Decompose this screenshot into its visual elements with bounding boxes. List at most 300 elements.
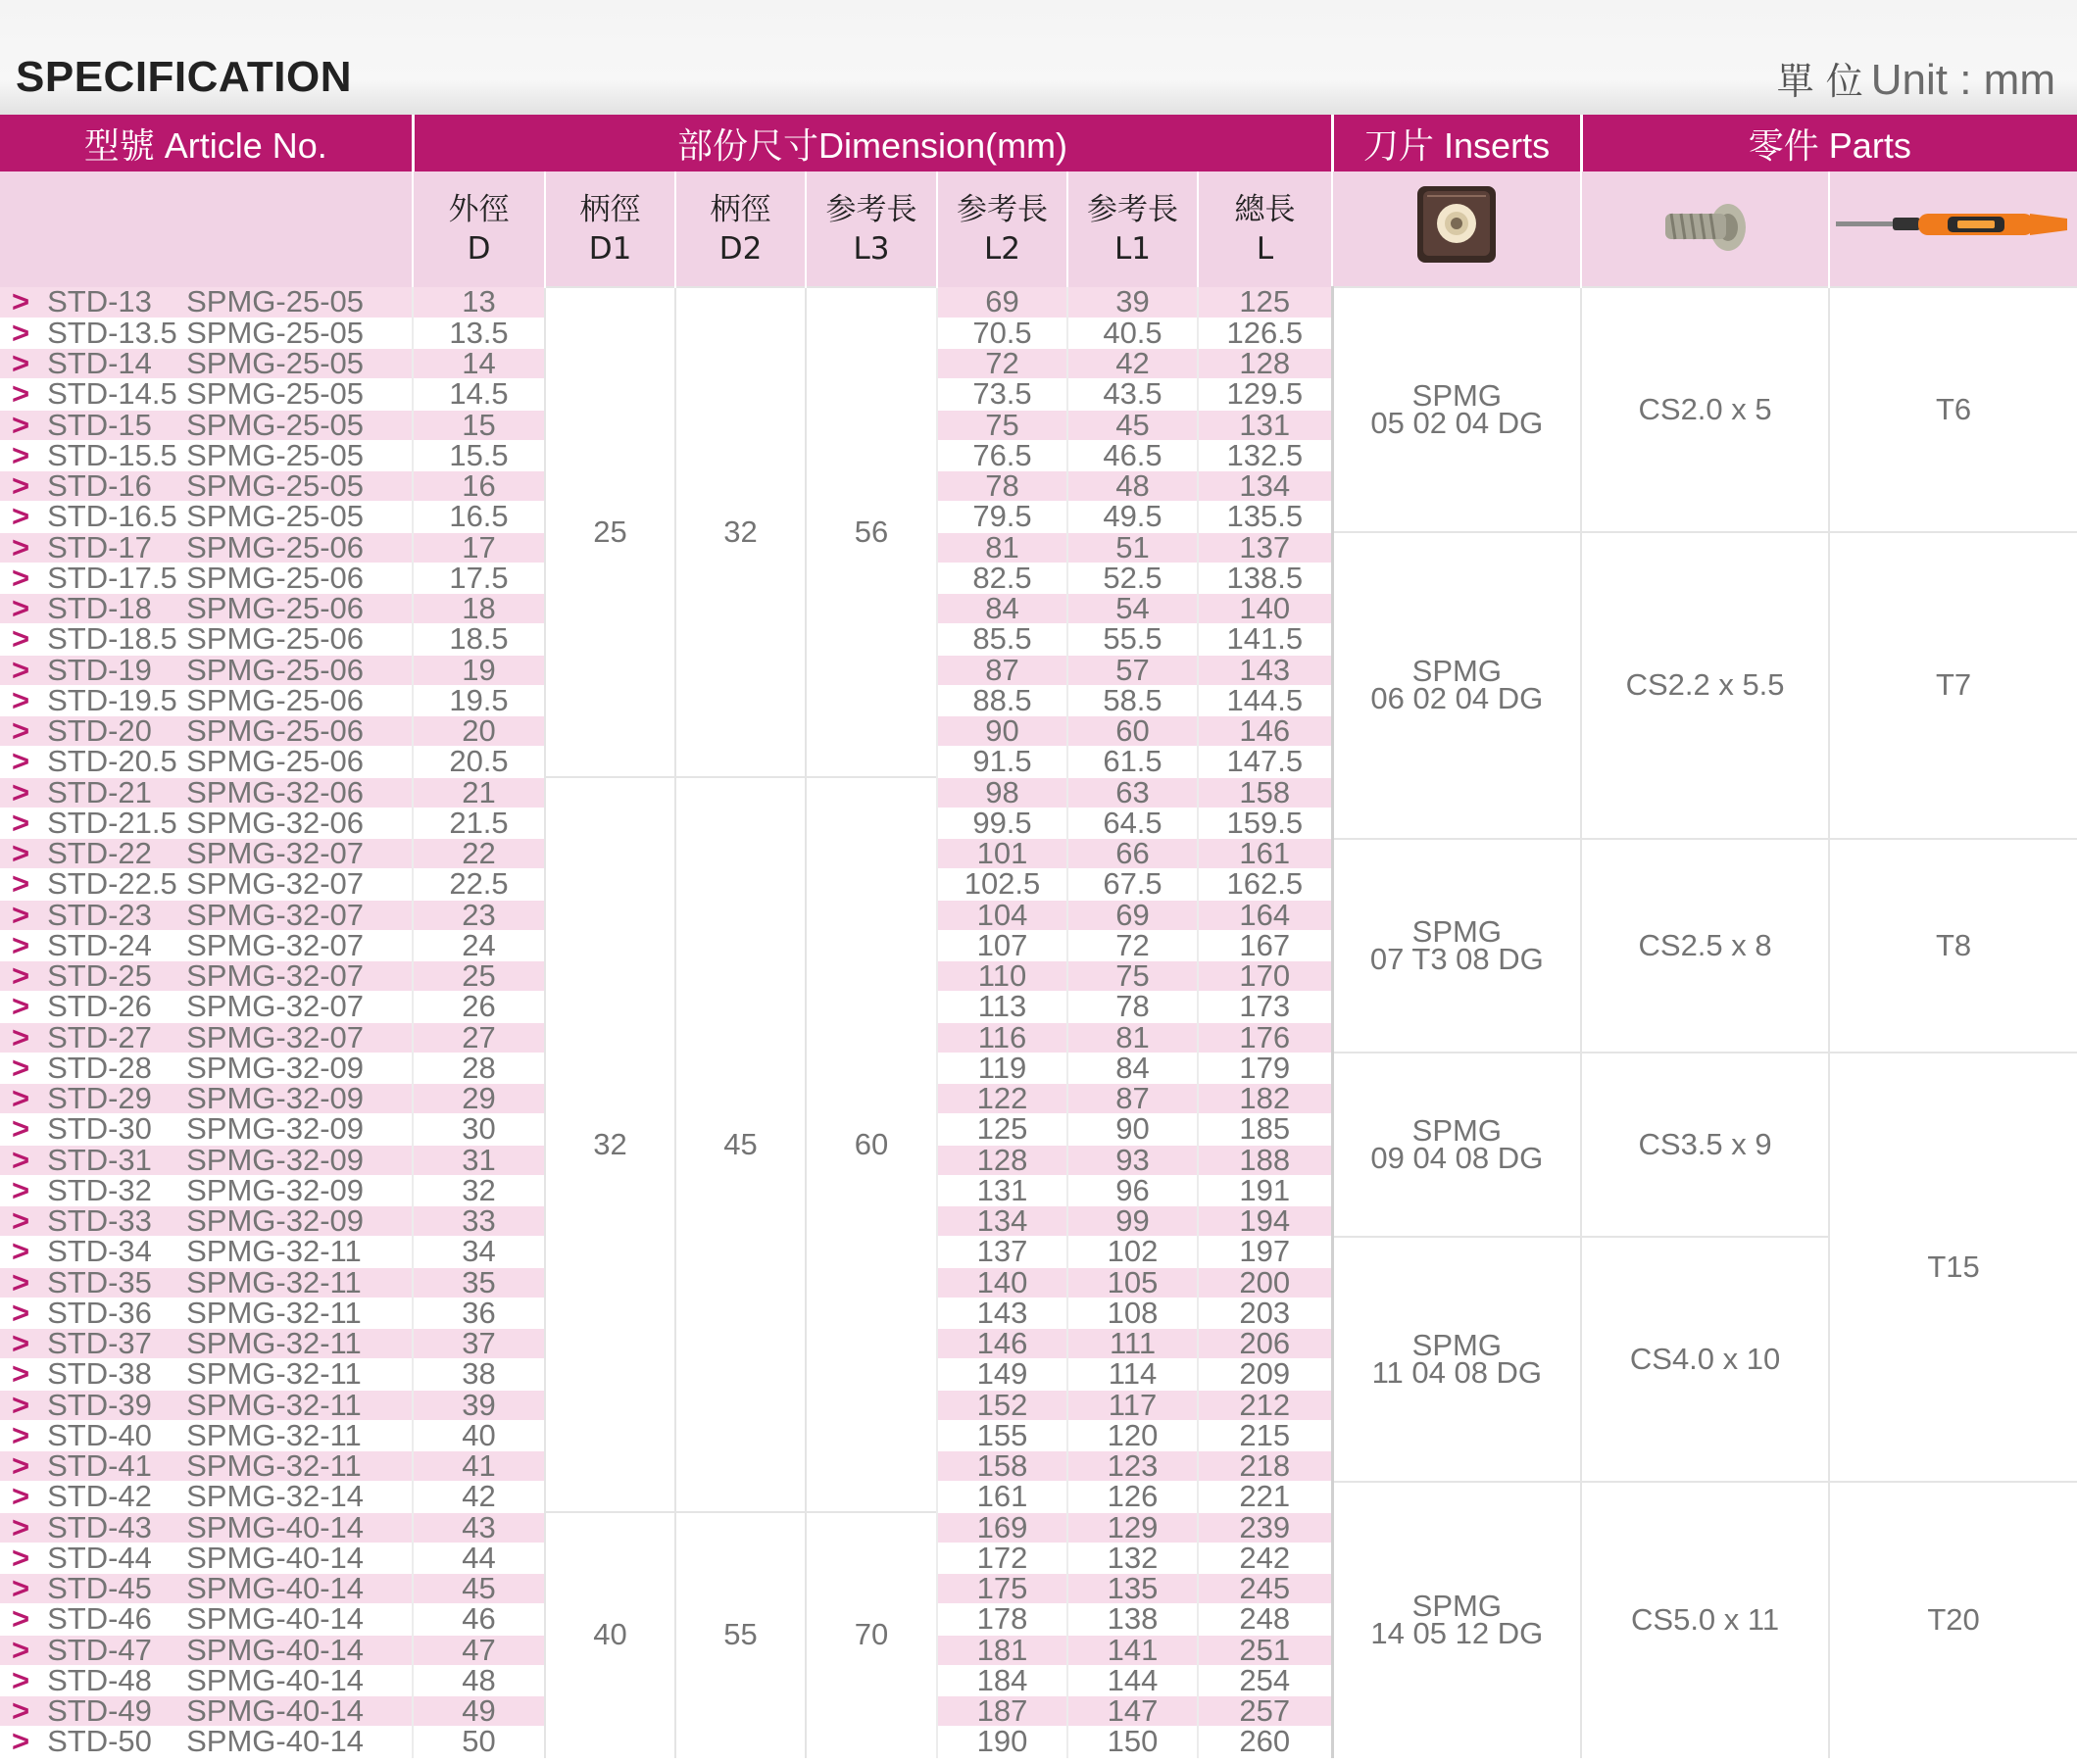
cell-l: 242 xyxy=(1198,1543,1332,1573)
table-row xyxy=(0,1053,2077,1083)
model-code: STD-29 xyxy=(47,1083,152,1114)
arrow-icon: > xyxy=(12,1665,30,1696)
model-code: STD-20 xyxy=(47,715,152,747)
cell-l2: 75 xyxy=(937,410,1067,440)
spec-table xyxy=(0,115,2077,1758)
cell-d2: 45 xyxy=(675,777,806,1512)
insert-code: SPMG-25-06 xyxy=(186,685,365,716)
subheader-l3-cn: 参考長 xyxy=(825,191,917,227)
insert-code: SPMG-25-05 xyxy=(186,470,365,502)
model-code: STD-36 xyxy=(47,1298,152,1329)
model-code: STD-19.5 xyxy=(47,685,177,716)
model-code: STD-31 xyxy=(47,1145,152,1176)
arrow-icon: > xyxy=(12,991,30,1022)
subheader-d2 xyxy=(675,172,806,287)
arrow-icon: > xyxy=(12,532,30,564)
cell-l1: 123 xyxy=(1067,1451,1198,1482)
cell-d1: 25 xyxy=(545,287,675,777)
insert-code: SPMG-40-14 xyxy=(186,1573,365,1604)
article-cell[interactable] xyxy=(0,1359,413,1390)
article-cell[interactable] xyxy=(0,930,413,960)
cell-l1: 138 xyxy=(1067,1604,1198,1635)
cell-d: 21 xyxy=(413,777,545,808)
arrow-icon: > xyxy=(12,960,30,992)
arrow-icon: > xyxy=(12,1450,30,1482)
model-code: STD-25 xyxy=(47,960,152,992)
cell-l: 140 xyxy=(1198,594,1332,624)
insert-code: SPMG-25-06 xyxy=(186,623,365,655)
article-cell[interactable] xyxy=(0,1084,413,1114)
insert-code: SPMG-32-07 xyxy=(186,838,365,869)
cell-l1: 69 xyxy=(1067,900,1198,930)
article-cell[interactable] xyxy=(0,379,413,410)
cell-l: 212 xyxy=(1198,1390,1332,1420)
cell-l2: 125 xyxy=(937,1114,1067,1145)
cell-l: 125 xyxy=(1198,287,1332,318)
cell-l2: 161 xyxy=(937,1482,1067,1512)
cell-l: 143 xyxy=(1198,655,1332,685)
model-code: STD-39 xyxy=(47,1390,152,1421)
cell-l1: 132 xyxy=(1067,1543,1198,1573)
cell-screw: CS5.0 x 11 xyxy=(1581,1482,1829,1757)
article-cell[interactable] xyxy=(0,594,413,624)
arrow-icon: > xyxy=(12,563,30,594)
article-cell[interactable] xyxy=(0,410,413,440)
cell-d: 20.5 xyxy=(413,747,545,777)
article-cell[interactable] xyxy=(0,1696,413,1727)
article-cell[interactable] xyxy=(0,1482,413,1512)
unit-label xyxy=(1777,51,2055,105)
unit-en: Unit : mm xyxy=(1870,56,2055,104)
insert-size: 05 02 04 DG xyxy=(1370,406,1544,440)
model-code: STD-47 xyxy=(47,1635,152,1666)
model-code: STD-35 xyxy=(47,1267,152,1298)
cell-l1: 96 xyxy=(1067,1175,1198,1205)
cell-l1: 42 xyxy=(1067,349,1198,379)
cell-l2: 88.5 xyxy=(937,685,1067,715)
arrow-icon: > xyxy=(12,1022,30,1054)
model-code: STD-15.5 xyxy=(47,440,177,471)
cell-d: 14 xyxy=(413,349,545,379)
cell-l1: 48 xyxy=(1067,471,1198,502)
arrow-icon: > xyxy=(12,1205,30,1237)
cell-l1: 87 xyxy=(1067,1084,1198,1114)
cell-l: 194 xyxy=(1198,1206,1332,1237)
arrow-icon: > xyxy=(12,440,30,471)
article-cell[interactable] xyxy=(0,808,413,838)
cell-l1: 64.5 xyxy=(1067,808,1198,838)
cell-d: 36 xyxy=(413,1298,545,1328)
cell-l: 144.5 xyxy=(1198,685,1332,715)
cell-l2: 79.5 xyxy=(937,502,1067,532)
model-code: STD-22 xyxy=(47,838,152,869)
arrow-icon: > xyxy=(12,410,30,441)
cell-d: 22 xyxy=(413,839,545,869)
cell-l2: 82.5 xyxy=(937,563,1067,593)
cell-l2: 184 xyxy=(937,1665,1067,1695)
subheader-l-cn: 總長 xyxy=(1234,192,1296,227)
cell-l: 257 xyxy=(1198,1696,1332,1727)
cell-d: 45 xyxy=(413,1574,545,1604)
cell-d: 21.5 xyxy=(413,808,545,838)
cell-l1: 39 xyxy=(1067,287,1198,318)
cell-l1: 46.5 xyxy=(1067,440,1198,470)
cell-l2: 98 xyxy=(937,777,1067,808)
arrow-icon: > xyxy=(12,593,30,624)
model-code: STD-37 xyxy=(47,1328,152,1359)
cell-l: 206 xyxy=(1198,1329,1332,1359)
subheader-d-cn: 外徑 xyxy=(448,192,510,227)
subheader-d xyxy=(413,172,545,287)
cell-l2: 122 xyxy=(937,1084,1067,1114)
cell-l: 161 xyxy=(1198,839,1332,869)
model-code: STD-14.5 xyxy=(47,378,177,410)
cell-l2: 178 xyxy=(937,1604,1067,1635)
insert-code: SPMG-32-06 xyxy=(186,808,365,839)
cell-d: 20 xyxy=(413,716,545,747)
insert-code: SPMG-40-14 xyxy=(186,1665,365,1696)
cell-l1: 51 xyxy=(1067,532,1198,563)
table-row xyxy=(0,839,2077,869)
article-cell[interactable] xyxy=(0,1237,413,1267)
cell-l2: 99.5 xyxy=(937,808,1067,838)
cell-l2: 181 xyxy=(937,1635,1067,1665)
cell-l2: 90 xyxy=(937,716,1067,747)
cell-d: 46 xyxy=(413,1604,545,1635)
article-cell[interactable] xyxy=(0,532,413,563)
cell-l1: 43.5 xyxy=(1067,379,1198,410)
cell-l2: 102.5 xyxy=(937,869,1067,900)
cell-d: 13.5 xyxy=(413,318,545,348)
subheader-d1-cn: 柄徑 xyxy=(579,191,641,227)
cell-l1: 144 xyxy=(1067,1665,1198,1695)
insert-code: SPMG-25-05 xyxy=(186,378,365,410)
article-cell[interactable] xyxy=(0,961,413,992)
article-cell[interactable] xyxy=(0,1451,413,1482)
cell-l: 188 xyxy=(1198,1145,1332,1175)
article-cell[interactable] xyxy=(0,1727,413,1757)
arrow-icon: > xyxy=(12,930,30,961)
cell-insert xyxy=(1332,1237,1581,1482)
col-article: 型號 Article No. xyxy=(0,115,413,172)
cell-l: 200 xyxy=(1198,1267,1332,1298)
arrow-icon: > xyxy=(12,655,30,686)
insert-code: SPMG-32-07 xyxy=(186,930,365,961)
insert-code: SPMG-25-05 xyxy=(186,348,365,379)
screwdriver-image-icon xyxy=(1834,205,2073,254)
cell-d: 23 xyxy=(413,900,545,930)
cell-l2: 110 xyxy=(937,961,1067,992)
cell-screw: CS2.2 x 5.5 xyxy=(1581,532,1829,839)
cell-l: 159.5 xyxy=(1198,808,1332,838)
arrow-icon: > xyxy=(12,1175,30,1206)
cell-l1: 108 xyxy=(1067,1298,1198,1328)
article-cell[interactable] xyxy=(0,1574,413,1604)
cell-l2: 152 xyxy=(937,1390,1067,1420)
insert-type: SPMG xyxy=(1411,654,1502,689)
cell-l2: 143 xyxy=(937,1298,1067,1328)
cell-l: 218 xyxy=(1198,1451,1332,1482)
model-code: STD-19 xyxy=(47,655,152,686)
cell-l1: 135 xyxy=(1067,1574,1198,1604)
table-row xyxy=(0,1237,2077,1267)
cell-d: 37 xyxy=(413,1329,545,1359)
model-code: STD-23 xyxy=(47,900,152,931)
cell-insert xyxy=(1332,1053,1581,1237)
article-cell[interactable] xyxy=(0,318,413,348)
cell-l: 173 xyxy=(1198,992,1332,1022)
article-cell[interactable] xyxy=(0,1665,413,1695)
cell-driver: T6 xyxy=(1829,287,2077,532)
cell-l: 131 xyxy=(1198,410,1332,440)
cell-l: 182 xyxy=(1198,1084,1332,1114)
model-code: STD-13.5 xyxy=(47,318,177,349)
arrow-icon: > xyxy=(12,623,30,655)
cell-l: 251 xyxy=(1198,1635,1332,1665)
cell-l2: 78 xyxy=(937,471,1067,502)
arrow-icon: > xyxy=(12,1390,30,1421)
cell-d: 47 xyxy=(413,1635,545,1665)
article-cell[interactable] xyxy=(0,992,413,1022)
model-code: STD-27 xyxy=(47,1022,152,1054)
cell-insert xyxy=(1332,287,1581,532)
cell-l: 197 xyxy=(1198,1237,1332,1267)
table-row xyxy=(0,1482,2077,1512)
cell-d: 40 xyxy=(413,1420,545,1450)
model-code: STD-18.5 xyxy=(47,623,177,655)
article-cell[interactable] xyxy=(0,502,413,532)
insert-code: SPMG-25-05 xyxy=(186,501,365,532)
cell-screw: CS4.0 x 10 xyxy=(1581,1237,1829,1482)
cell-d: 17 xyxy=(413,532,545,563)
subheader-l3-en: L3 xyxy=(853,230,890,267)
cell-l1: 78 xyxy=(1067,992,1198,1022)
cell-l1: 129 xyxy=(1067,1512,1198,1543)
cell-d: 16.5 xyxy=(413,502,545,532)
article-cell[interactable] xyxy=(0,1329,413,1359)
model-code: STD-40 xyxy=(47,1420,152,1451)
model-code: STD-30 xyxy=(47,1113,152,1145)
model-code: STD-26 xyxy=(47,991,152,1022)
arrow-icon: > xyxy=(12,501,30,532)
cell-l2: 72 xyxy=(937,349,1067,379)
cell-d1: 40 xyxy=(545,1512,675,1757)
cell-l2: 187 xyxy=(937,1696,1067,1727)
insert-image-icon xyxy=(1411,182,1502,276)
article-cell[interactable] xyxy=(0,1512,413,1543)
cell-l1: 147 xyxy=(1067,1696,1198,1727)
article-cell[interactable] xyxy=(0,1114,413,1145)
arrow-icon: > xyxy=(12,318,30,349)
arrow-icon: > xyxy=(12,1298,30,1329)
arrow-icon: > xyxy=(12,838,30,869)
insert-code: SPMG-32-07 xyxy=(186,960,365,992)
model-code: STD-22.5 xyxy=(47,868,177,900)
cell-l: 129.5 xyxy=(1198,379,1332,410)
article-cell[interactable] xyxy=(0,716,413,747)
subheader-d1-en: D1 xyxy=(588,230,632,267)
article-cell[interactable] xyxy=(0,287,413,318)
article-cell[interactable] xyxy=(0,1420,413,1450)
article-cell[interactable] xyxy=(0,624,413,655)
article-cell[interactable] xyxy=(0,1635,413,1665)
cell-d: 34 xyxy=(413,1237,545,1267)
insert-code: SPMG-32-11 xyxy=(186,1298,362,1329)
cell-l2: 149 xyxy=(937,1359,1067,1390)
cell-l: 209 xyxy=(1198,1359,1332,1390)
arrow-icon: > xyxy=(12,746,30,777)
subheader-insert-image xyxy=(1332,172,1581,287)
cell-d: 48 xyxy=(413,1665,545,1695)
col-inserts: 刀片 Inserts xyxy=(1332,115,1581,172)
model-code: STD-21 xyxy=(47,777,152,808)
insert-code: SPMG-40-14 xyxy=(186,1695,365,1727)
page-title: SPECIFICATION xyxy=(16,53,353,101)
article-cell[interactable] xyxy=(0,1145,413,1175)
cell-l: 158 xyxy=(1198,777,1332,808)
insert-size: 06 02 04 DG xyxy=(1370,681,1544,716)
model-code: STD-44 xyxy=(47,1543,152,1574)
cell-l: 147.5 xyxy=(1198,747,1332,777)
article-cell[interactable] xyxy=(0,1604,413,1635)
cell-l1: 75 xyxy=(1067,961,1198,992)
arrow-icon: > xyxy=(12,715,30,747)
cell-l1: 111 xyxy=(1067,1329,1198,1359)
cell-l3: 70 xyxy=(806,1512,937,1757)
article-cell[interactable] xyxy=(0,440,413,470)
arrow-icon: > xyxy=(12,1543,30,1574)
subheader-d2-cn: 柄徑 xyxy=(710,191,771,227)
model-code: STD-50 xyxy=(47,1726,152,1757)
cell-l3: 60 xyxy=(806,777,937,1512)
article-cell[interactable] xyxy=(0,839,413,869)
insert-code: SPMG-40-14 xyxy=(186,1635,365,1666)
cell-l1: 67.5 xyxy=(1067,869,1198,900)
article-cell[interactable] xyxy=(0,349,413,379)
cell-l: 248 xyxy=(1198,1604,1332,1635)
article-cell[interactable] xyxy=(0,685,413,715)
insert-code: SPMG-25-05 xyxy=(186,318,365,349)
article-cell[interactable] xyxy=(0,563,413,593)
subheader-l1-cn: 参考長 xyxy=(1087,192,1178,227)
cell-insert xyxy=(1332,839,1581,1054)
insert-code: SPMG-32-09 xyxy=(186,1175,365,1206)
article-cell[interactable] xyxy=(0,1022,413,1053)
cell-l1: 81 xyxy=(1067,1022,1198,1053)
insert-code: SPMG-32-07 xyxy=(186,1022,365,1054)
article-cell[interactable] xyxy=(0,471,413,502)
cell-driver: T7 xyxy=(1829,532,2077,839)
table-row xyxy=(0,532,2077,563)
cell-l1: 99 xyxy=(1067,1206,1198,1237)
cell-l2: 155 xyxy=(937,1420,1067,1450)
article-cell[interactable] xyxy=(0,777,413,808)
cell-l2: 158 xyxy=(937,1451,1067,1482)
article-cell[interactable] xyxy=(0,1267,413,1298)
model-code: STD-16 xyxy=(47,470,152,502)
arrow-icon: > xyxy=(12,868,30,900)
model-code: STD-28 xyxy=(47,1053,152,1084)
cell-d: 25 xyxy=(413,961,545,992)
article-cell[interactable] xyxy=(0,747,413,777)
article-cell[interactable] xyxy=(0,1175,413,1205)
arrow-icon: > xyxy=(12,1053,30,1084)
insert-code: SPMG-40-14 xyxy=(186,1726,365,1757)
cell-l2: 140 xyxy=(937,1267,1067,1298)
cell-l: 167 xyxy=(1198,930,1332,960)
insert-code: SPMG-32-07 xyxy=(186,991,365,1022)
col-dimension: 部份尺寸Dimension(mm) xyxy=(413,115,1332,172)
insert-code: SPMG-25-05 xyxy=(186,440,365,471)
article-cell[interactable] xyxy=(0,869,413,900)
model-code: STD-17.5 xyxy=(47,563,177,594)
article-cell[interactable] xyxy=(0,1053,413,1083)
cell-l1: 84 xyxy=(1067,1053,1198,1083)
cell-l2: 87 xyxy=(937,655,1067,685)
cell-l1: 57 xyxy=(1067,655,1198,685)
cell-d: 33 xyxy=(413,1206,545,1237)
article-cell[interactable] xyxy=(0,1543,413,1573)
cell-d: 13 xyxy=(413,287,545,318)
cell-l: 138.5 xyxy=(1198,563,1332,593)
article-cell[interactable] xyxy=(0,900,413,930)
insert-code: SPMG-25-06 xyxy=(186,532,365,564)
cell-d: 19 xyxy=(413,655,545,685)
arrow-icon: > xyxy=(12,1512,30,1544)
article-cell[interactable] xyxy=(0,1298,413,1328)
cell-l: 239 xyxy=(1198,1512,1332,1543)
cell-l2: 84 xyxy=(937,594,1067,624)
model-code: STD-38 xyxy=(47,1358,152,1390)
insert-code: SPMG-32-09 xyxy=(186,1083,365,1114)
insert-code: SPMG-32-11 xyxy=(186,1390,362,1421)
insert-code: SPMG-32-11 xyxy=(186,1267,362,1298)
article-cell[interactable] xyxy=(0,1390,413,1420)
cell-insert xyxy=(1332,532,1581,839)
model-code: STD-18 xyxy=(47,593,152,624)
subheader-l2 xyxy=(937,172,1067,287)
screw-image-icon xyxy=(1652,182,1759,276)
arrow-icon: > xyxy=(12,777,30,808)
cell-l1: 105 xyxy=(1067,1267,1198,1298)
cell-d: 18 xyxy=(413,594,545,624)
insert-code: SPMG-32-11 xyxy=(186,1328,362,1359)
model-code: STD-32 xyxy=(47,1175,152,1206)
insert-code: SPMG-32-11 xyxy=(186,1358,362,1390)
cell-d: 35 xyxy=(413,1267,545,1298)
cell-d: 43 xyxy=(413,1512,545,1543)
model-code: STD-13 xyxy=(47,287,152,318)
cell-l: 191 xyxy=(1198,1175,1332,1205)
cell-l1: 120 xyxy=(1067,1420,1198,1450)
article-cell[interactable] xyxy=(0,1206,413,1237)
cell-d: 15 xyxy=(413,410,545,440)
cell-d: 15.5 xyxy=(413,440,545,470)
arrow-icon: > xyxy=(12,1695,30,1727)
cell-d: 29 xyxy=(413,1084,545,1114)
cell-l1: 45 xyxy=(1067,410,1198,440)
insert-code: SPMG-32-09 xyxy=(186,1113,365,1145)
cell-l2: 70.5 xyxy=(937,318,1067,348)
model-code: STD-43 xyxy=(47,1512,152,1544)
article-cell[interactable] xyxy=(0,655,413,685)
subheader-l1-en: L1 xyxy=(1114,231,1151,267)
insert-code: SPMG-40-14 xyxy=(186,1603,365,1635)
cell-l1: 141 xyxy=(1067,1635,1198,1665)
model-code: STD-49 xyxy=(47,1695,152,1727)
cell-l: 203 xyxy=(1198,1298,1332,1328)
insert-code: SPMG-32-09 xyxy=(186,1053,365,1084)
